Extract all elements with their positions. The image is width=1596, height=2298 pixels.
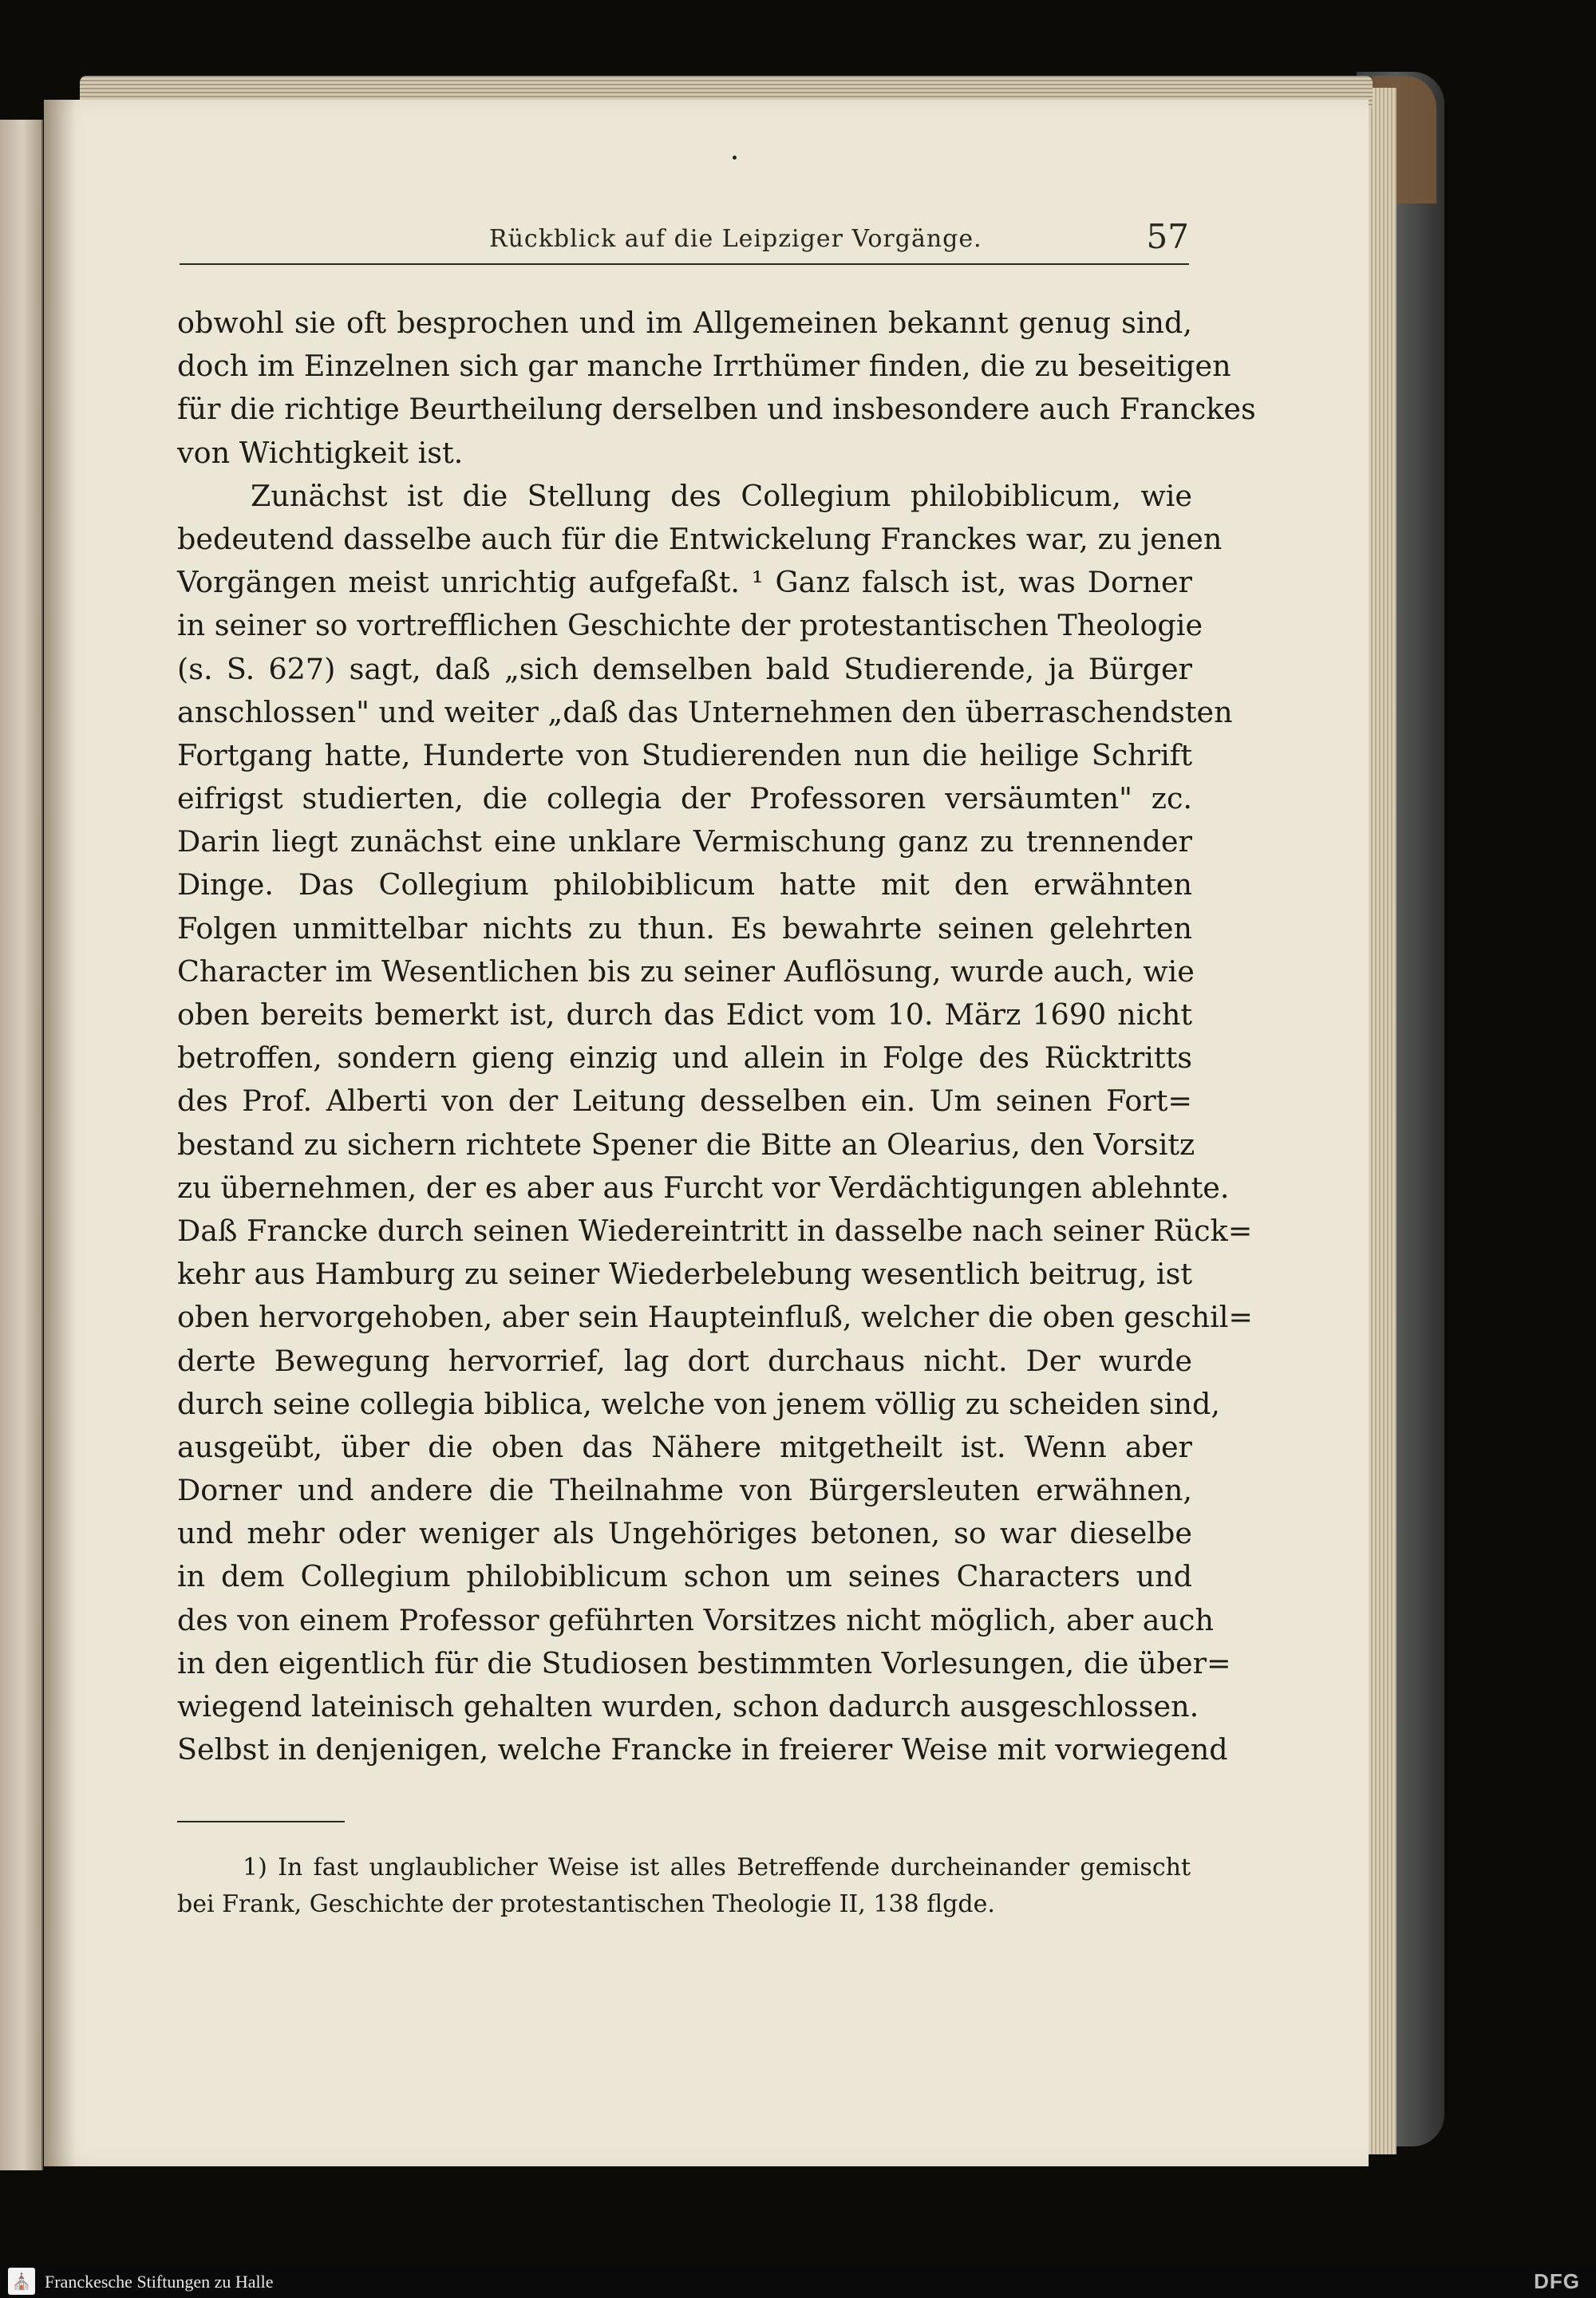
text-line: und mehr oder weniger als Ungehöriges betonen, so war dieselbe: [177, 1516, 1192, 1551]
text-line: oben bereits bemerkt ist, durch das Edict vom 10. März 1690 nicht: [177, 997, 1192, 1032]
text-line: wiegend lateinisch gehalten wurden, schon dadurch ausgeschlossen.: [177, 1689, 1199, 1724]
text-line: Zunächst ist die Stellung des Collegium philobiblicum, wie: [251, 478, 1192, 513]
text-line: kehr aus Hamburg zu seiner Wiederbelebung wesentlich beitrug, ist: [177, 1257, 1192, 1292]
gutter-shadow: [44, 100, 76, 2166]
text-line: Dorner und andere die Theilnahme von Bürgersleuten erwähnen,: [177, 1473, 1192, 1508]
footnote-rule: [177, 1821, 345, 1822]
text-line: Selbst in denjenigen, welche Francke in freierer Weise mit vorwiegend: [177, 1732, 1228, 1767]
footnotes: [177, 1850, 1191, 1923]
text-line: bestand zu sichern richtete Spener die Bitte an Olearius, den Vorsitz: [177, 1127, 1195, 1162]
footnote-line: 1) In fast unglaublicher Weise ist alles Betreffende durcheinander gemischt: [243, 1854, 1191, 1881]
text-line: in den eigentlich für die Studiosen bestimmten Vorlesungen, die über=: [177, 1645, 1231, 1680]
text-line: des Prof. Alberti von der Leitung desselben ein. Um seinen Fort=: [177, 1084, 1192, 1119]
text-line: Character im Wesentlichen bis zu seiner Auflösung, wurde auch, wie: [177, 954, 1195, 989]
text-line: Folgen unmittelbar nichts zu thun. Es bewahrte seinen gelehrten: [177, 910, 1192, 946]
ink-speck: [733, 156, 737, 160]
text-line: Fortgang hatte, Hunderte von Studierenden nun die heilige Schrift: [177, 737, 1192, 772]
text-line: Vorgängen meist unrichtig aufgefaßt. ¹ Ganz falsch ist, was Dorner: [177, 565, 1192, 600]
footer-institution[interactable]: Franckesche Stiftungen zu Halle: [45, 2272, 274, 2292]
left-page-edge: [0, 120, 43, 2170]
body-text: [177, 302, 1256, 1771]
text-line: bedeutend dasselbe auch für die Entwickelung Franckes war, zu jenen: [177, 521, 1223, 556]
text-line: obwohl sie oft besprochen und im Allgemeinen bekannt genug sind,: [177, 306, 1192, 340]
text-line: anschlossen" und weiter „daß das Unternehmen den überraschendsten: [177, 694, 1233, 729]
text-line: Dinge. Das Collegium philobiblicum hatte mit den erwähnten: [177, 867, 1192, 902]
text-line: zu übernehmen, der es aber aus Furcht vor Verdächtigungen ablehnte.: [177, 1170, 1230, 1205]
page-number: 57: [1146, 217, 1189, 256]
text-line: betroffen, sondern gieng einzig und allein in Folge des Rücktritts: [177, 1040, 1192, 1076]
running-head: [180, 215, 1189, 265]
text-line: (s. S. 627) sagt, daß „sich demselben bald Studierende, ja Bürger: [177, 651, 1192, 686]
text-line: in dem Collegium philobiblicum schon um seines Characters und: [177, 1559, 1192, 1594]
text-line: von Wichtigkeit ist.: [177, 435, 464, 470]
text-line: doch im Einzelnen sich gar manche Irrthümer finden, die zu beseitigen: [177, 349, 1231, 384]
footer-dfg-logo[interactable]: DFG: [1534, 2269, 1580, 2293]
text-line: des von einem Professor geführten Vorsitzes nicht möglich, aber auch: [177, 1602, 1215, 1637]
text-line: durch seine collegia biblica, welche von jenem völlig zu scheiden sind,: [177, 1386, 1220, 1421]
running-title: Rückblick auf die Leipziger Vorgänge.: [489, 225, 982, 253]
franckesche-stiftungen-logo-icon: ⛪: [8, 2268, 35, 2295]
text-line: in seiner so vortrefflichen Geschichte der protestantischen Theologie: [177, 608, 1203, 643]
text-line: derte Bewegung hervorrief, lag dort durchaus nicht. Der wurde: [177, 1343, 1192, 1378]
text-line: für die richtige Beurtheilung derselben und insbesondere auch Franckes: [177, 392, 1256, 427]
text-line: Darin liegt zunächst eine unklare Vermischung ganz zu trennender: [177, 824, 1192, 859]
text-line: eifrigst studierten, die collegia der Professoren versäumten" zc.: [177, 781, 1192, 816]
footer-bar: [0, 2264, 1596, 2298]
text-line: Daß Francke durch seinen Wiedereintritt in dasselbe nach seiner Rück=: [177, 1213, 1253, 1248]
footnote-line: bei Frank, Geschichte der protestantischen Theologie II, 138 flgde.: [177, 1890, 995, 1918]
text-line: ausgeübt, über die oben das Nähere mitgetheilt ist. Wenn aber: [177, 1429, 1192, 1464]
text-line: oben hervorgehoben, aber sein Haupteinfluß, welcher die oben geschil=: [177, 1300, 1254, 1335]
